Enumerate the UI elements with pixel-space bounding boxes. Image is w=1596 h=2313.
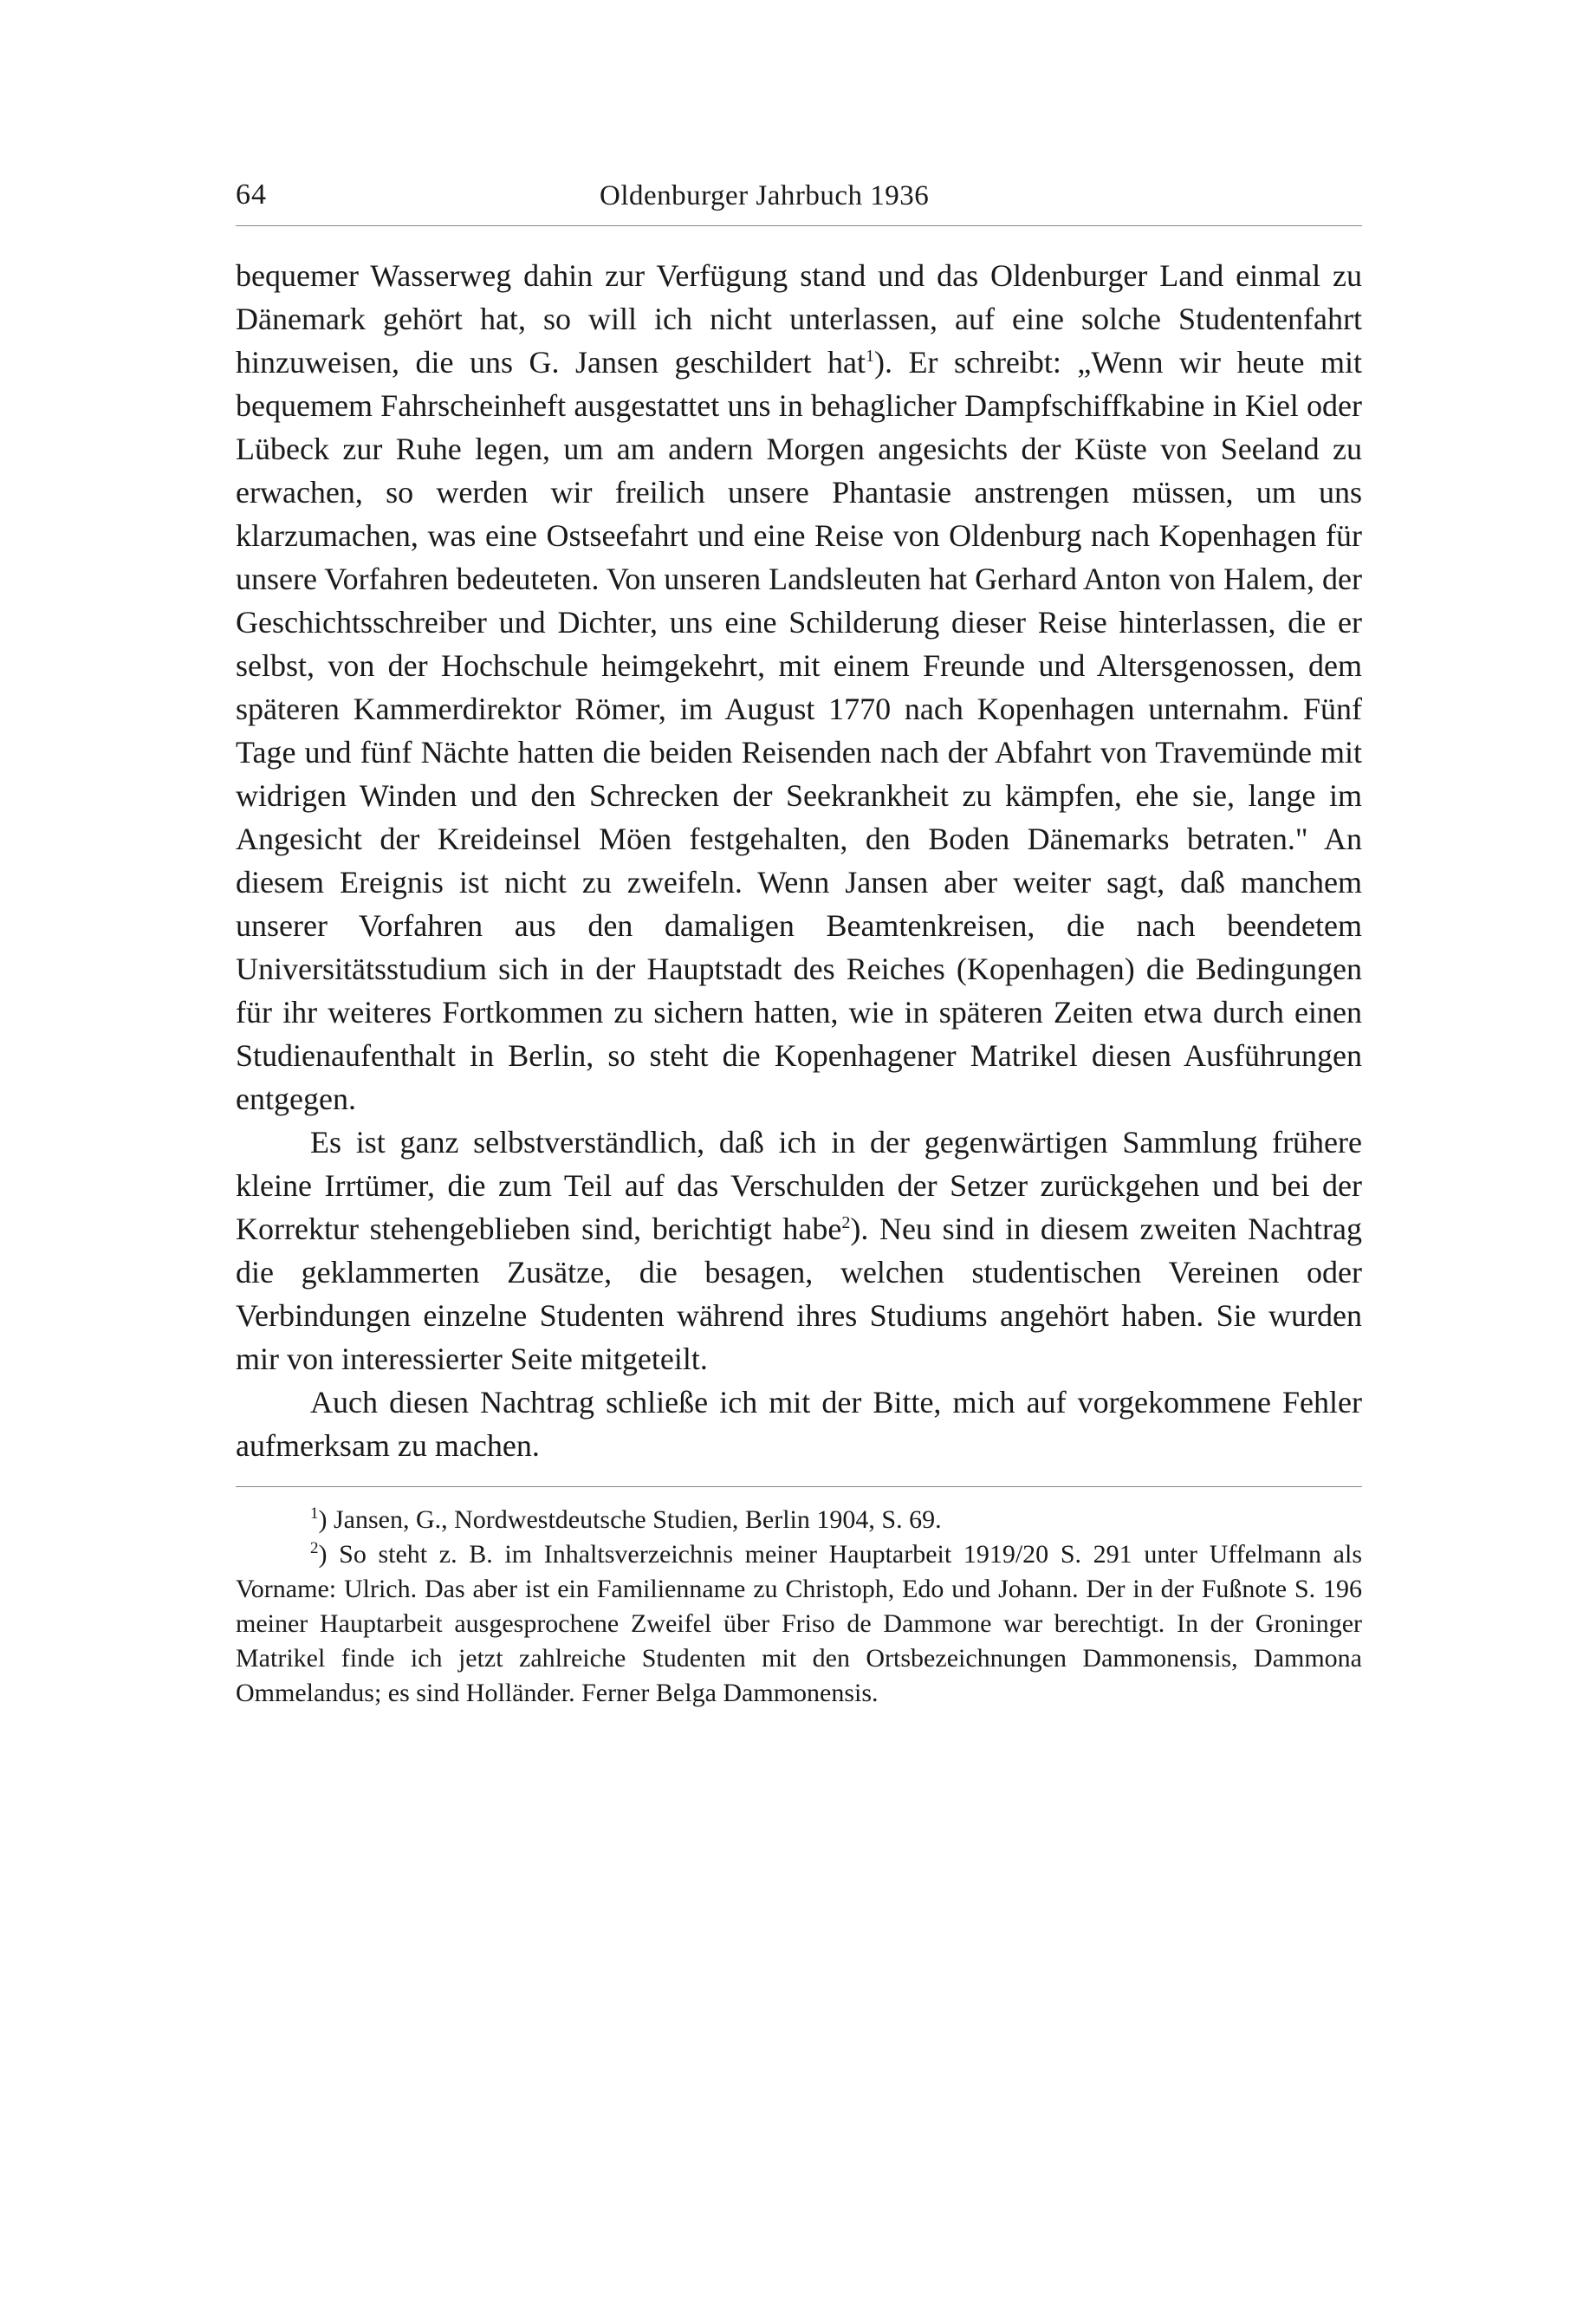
footnote-2-mark: 2 [310,1539,319,1557]
paragraph-3: Auch diesen Nachtrag schließe ich mit der Bitte, mich auf vorgekommene Fehler aufmerksam zu machen. [236,1385,1362,1463]
footnote-1 [236,1503,1362,1537]
footnote-2-text: ) So steht z. B. im Inhaltsverzeichnis meiner Hauptarbeit 1919/20 S. 291 unter Uffelmann als Vorname: Ulrich. Das aber ist ein Familienname zu Christoph, Edo und Johann. Der in der Fußnote S. 196 meiner Hauptarbeit ausgesprochene Zweifel über Friso de Dammone war berechtigt. In der Groninger Matrikel finde ich jetzt zahlreiche Studenten mit den Ortsbezeichnungen Dammonensis, Dammona Ommelandus; es sind Holländer. Ferner Belga Dammonensis. [236,1540,1362,1707]
paragraph-2-text-a: Es ist ganz selbstverständlich, daß ich in der gegenwärtigen Sammlung frühere kleine Irrtümer, die zum Teil auf das Verschulden der Setzer zurückgehen und bei der Korrektur stehengeblieben sind, berichtigt habe [236,1125,1362,1246]
footnote-1-text: ) Jansen, G., Nordwestdeutsche Studien, Berlin 1904, S. 69. [318,1505,942,1534]
page-number: 64 [236,179,267,211]
journal-title: Oldenburger Jahrbuch 1936 [600,180,930,211]
body-text [236,254,1362,1467]
footnotes [236,1503,1362,1711]
footnote-1-mark: 1 [310,1504,319,1523]
footnote-ref-2: 2 [841,1213,851,1232]
paragraph-1-text-b: ). Er schreibt: „Wenn wir heute mit bequemem Fahrscheinheft ausgestattet uns in behaglicher Dampfschiffkabine in Kiel oder Lübeck zur Ruhe legen, um am andern Morgen angesichts der Küste von Seeland zu erwachen, so werden wir freilich unsere Phantasie anstrengen müssen, um uns klarzumachen, was eine Ostseefahrt und eine Reise von Oldenburg nach Kopenhagen für unsere Vorfahren bedeuteten. Von unseren Landsleuten hat Gerhard Anton von Halem, der Geschichtsschreiber und Dichter, uns eine Schilderung dieser Reise hinterlassen, die er selbst, von der Hochschule heimgekehrt, mit einem Freunde und Altersgenossen, dem späteren Kammerdirektor Römer, im August 1770 nach Kopenhagen unternahm. Fünf Tage und fünf Nächte hatten die beiden Reisenden nach der Abfahrt von Travemünde mit widrigen Winden und den Schrecken der Seekrankheit zu kämpfen, ehe sie, lange im Angesicht der Kreideinsel Möen festgehalten, den Boden Dänemarks betraten." An diesem Ereignis ist nicht zu zweifeln. Wenn Jansen aber weiter sagt, daß manchem unserer Vorfahren aus den damaligen Beamtenkreisen, die nach beendetem Universitätsstudium sich in der Hauptstadt des Reiches (Kopenhagen) die Bedingungen für ihr weiteres Fortkommen zu sichern hatten, wie in späteren Zeiten etwa durch einen Studienaufenthalt in Berlin, so steht die Kopenhagener Matrikel diesen Ausführungen entgegen. [236,345,1362,1116]
paragraph-2 [236,1121,1362,1381]
footnote-ref-1: 1 [865,347,874,366]
paragraph-1-text-a: bequemer Wasserweg dahin zur Verfügung stand und das Oldenburger Land einmal zu Dänemark gehört hat, so will ich nicht unterlassen, auf eine solche Studentenfahrt hinzuweisen, die uns G. Jansen geschildert hat [236,258,1362,380]
footnote-divider [236,1486,1362,1487]
paragraph-2-text-b: ). Neu sind in diesem zweiten Nachtrag die geklammerten Zusätze, die besagen, welchen studentischen Vereinen oder Verbindungen einzelne Studenten während ihres Studiums angehört haben. Sie wurden mir von interessierter Seite mitgeteilt. [236,1212,1362,1376]
footnote-2 [236,1537,1362,1711]
running-head [236,173,1362,226]
paragraph-1 [236,254,1362,1121]
document-page [236,173,1362,1711]
